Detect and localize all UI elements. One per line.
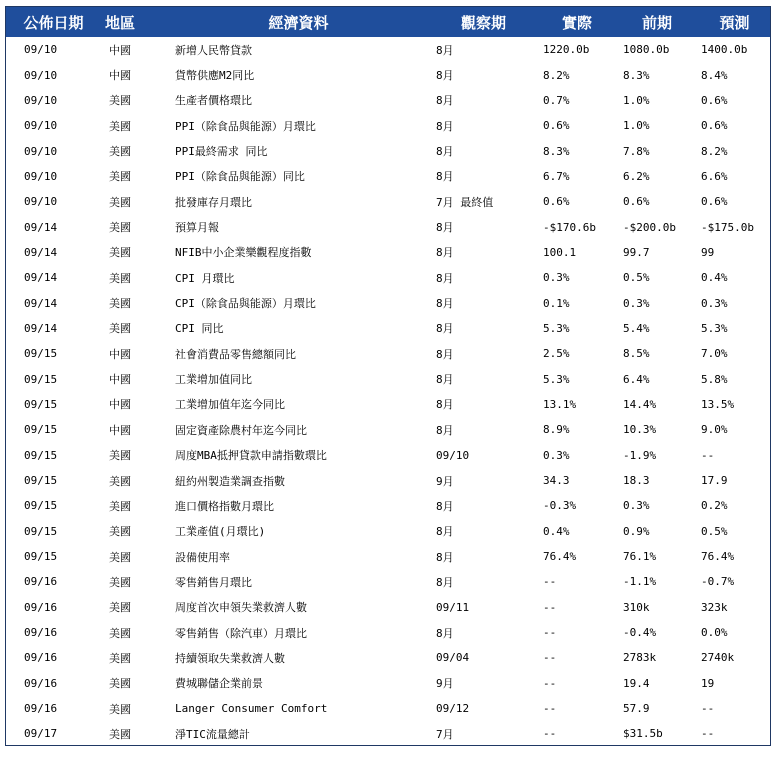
table-body <box>6 37 771 746</box>
cell-period: 09/12 <box>436 702 470 716</box>
cell-actual: 8.9% <box>543 423 570 437</box>
cell-indicator: 工業產值(月環比) <box>175 525 266 539</box>
cell-actual: -- <box>543 626 557 640</box>
cell-forecast: 19 <box>701 676 715 690</box>
table-row <box>6 544 771 569</box>
table-row <box>6 290 771 315</box>
cell-release-date: 09/15 <box>24 397 58 411</box>
cell-previous: 76.1% <box>623 550 657 564</box>
cell-actual: 8.3% <box>543 144 570 158</box>
cell-period: 8月 <box>436 119 454 133</box>
cell-actual: 0.1% <box>543 296 570 310</box>
cell-previous: 19.4 <box>623 676 650 690</box>
cell-release-date: 09/15 <box>24 524 58 538</box>
cell-actual: 2.5% <box>543 347 570 361</box>
cell-indicator: PPI（除食品與能源）月環比 <box>175 119 316 133</box>
economic-calendar-table <box>6 7 771 746</box>
cell-forecast: 8.4% <box>701 68 728 82</box>
cell-region: 美國 <box>109 499 131 513</box>
cell-actual: 0.6% <box>543 195 570 209</box>
cell-release-date: 09/15 <box>24 499 58 513</box>
table-row <box>6 341 771 366</box>
table-row <box>6 366 771 391</box>
cell-release-date: 09/16 <box>24 651 58 665</box>
cell-previous: -1.1% <box>623 575 657 589</box>
header-actual: 實際 <box>561 13 592 32</box>
table-row <box>6 392 771 417</box>
cell-region: 美國 <box>109 145 131 159</box>
cell-indicator: 周度首次申領失業救濟人數 <box>175 601 307 615</box>
cell-actual: -- <box>543 651 557 665</box>
cell-region: 中國 <box>109 69 131 83</box>
cell-previous: 10.3% <box>623 423 657 437</box>
cell-actual: 0.4% <box>543 524 570 538</box>
cell-region: 美國 <box>109 170 131 184</box>
cell-period: 8月 <box>436 575 454 589</box>
cell-period: 8月 <box>436 525 454 539</box>
table-row <box>6 113 771 138</box>
cell-region: 中國 <box>109 423 131 437</box>
cell-period: 8月 <box>436 221 454 235</box>
cell-forecast: 2740k <box>701 651 735 665</box>
cell-period: 09/10 <box>436 448 470 462</box>
cell-actual: -- <box>543 676 557 690</box>
cell-previous: 1080.0b <box>623 43 670 57</box>
cell-previous: 0.5% <box>623 271 650 285</box>
table-row <box>6 316 771 341</box>
cell-actual: 34.3 <box>543 474 570 488</box>
cell-region: 中國 <box>109 43 131 57</box>
cell-forecast: 0.0% <box>701 626 728 640</box>
cell-forecast: 1400.0b <box>701 43 748 57</box>
cell-period: 9月 <box>436 677 454 691</box>
cell-forecast: 5.3% <box>701 321 728 335</box>
cell-actual: 0.6% <box>543 119 570 133</box>
cell-period: 8月 <box>436 145 454 159</box>
cell-period: 8月 <box>436 94 454 108</box>
cell-release-date: 09/14 <box>24 271 58 285</box>
header-forecast: 預測 <box>719 13 750 32</box>
cell-release-date: 09/15 <box>24 550 58 564</box>
cell-region: 美國 <box>109 702 131 716</box>
cell-indicator: 新增人民幣貸款 <box>175 43 252 57</box>
cell-indicator: NFIB中小企業樂觀程度指數 <box>175 246 312 260</box>
cell-previous: 8.3% <box>623 68 650 82</box>
cell-region: 美國 <box>109 94 131 108</box>
table-row <box>6 189 771 214</box>
header-release-date: 公佈日期 <box>23 13 84 32</box>
cell-previous: 0.9% <box>623 524 650 538</box>
cell-release-date: 09/16 <box>24 702 58 716</box>
cell-forecast: 99 <box>701 245 715 259</box>
cell-previous: 1.0% <box>623 119 650 133</box>
cell-actual: 8.2% <box>543 68 570 82</box>
cell-previous: -0.4% <box>623 626 657 640</box>
cell-release-date: 09/15 <box>24 372 58 386</box>
cell-region: 美國 <box>109 246 131 260</box>
cell-region: 美國 <box>109 119 131 133</box>
cell-indicator: 固定資產除農村年迄今同比 <box>175 423 307 437</box>
cell-release-date: 09/17 <box>24 727 58 741</box>
cell-region: 中國 <box>109 398 131 412</box>
header-economic-data: 經濟資料 <box>268 13 329 32</box>
cell-previous: 310k <box>623 600 650 614</box>
cell-previous: 6.2% <box>623 169 650 183</box>
table-row <box>6 417 771 442</box>
table-row <box>6 569 771 594</box>
cell-previous: 6.4% <box>623 372 650 386</box>
table-row <box>6 696 771 721</box>
table-row <box>6 443 771 468</box>
cell-actual: -- <box>543 575 557 589</box>
cell-forecast: -- <box>701 702 715 716</box>
cell-forecast: 7.0% <box>701 347 728 361</box>
cell-indicator: 社會消費品零售總額同比 <box>175 347 296 361</box>
cell-period: 8月 <box>436 626 454 640</box>
cell-release-date: 09/10 <box>24 169 58 183</box>
cell-region: 美國 <box>109 297 131 311</box>
cell-forecast: 0.6% <box>701 195 728 209</box>
cell-actual: -0.3% <box>543 499 577 513</box>
cell-forecast: -- <box>701 448 715 462</box>
cell-release-date: 09/10 <box>24 144 58 158</box>
cell-forecast: 17.9 <box>701 474 728 488</box>
cell-region: 美國 <box>109 677 131 691</box>
table-row <box>6 164 771 189</box>
cell-indicator: 持續領取失業救濟人數 <box>175 651 285 665</box>
cell-previous: 18.3 <box>623 474 650 488</box>
cell-forecast: 323k <box>701 600 728 614</box>
cell-actual: 1220.0b <box>543 43 590 57</box>
cell-region: 美國 <box>109 626 131 640</box>
cell-release-date: 09/16 <box>24 676 58 690</box>
cell-region: 美國 <box>109 727 131 741</box>
cell-previous: 0.3% <box>623 499 650 513</box>
cell-forecast: -- <box>701 727 715 741</box>
cell-forecast: -$175.0b <box>701 220 754 234</box>
cell-region: 美國 <box>109 474 131 488</box>
cell-period: 09/04 <box>436 651 470 665</box>
cell-indicator: 批發庫存月環比 <box>175 195 252 209</box>
cell-actual: 100.1 <box>543 245 577 259</box>
table-row <box>6 138 771 163</box>
table-row <box>6 214 771 239</box>
cell-period: 8月 <box>436 423 454 437</box>
cell-release-date: 09/16 <box>24 600 58 614</box>
cell-forecast: 0.6% <box>701 93 728 107</box>
cell-region: 美國 <box>109 601 131 615</box>
cell-previous: 57.9 <box>623 702 650 716</box>
cell-period: 8月 <box>436 398 454 412</box>
cell-previous: -1.9% <box>623 448 657 462</box>
cell-indicator: 貨幣供應M2同比 <box>175 69 255 83</box>
cell-release-date: 09/14 <box>24 296 58 310</box>
cell-release-date: 09/10 <box>24 43 58 57</box>
cell-forecast: 0.2% <box>701 499 728 513</box>
cell-period: 8月 <box>436 499 454 513</box>
cell-region: 美國 <box>109 651 131 665</box>
cell-region: 美國 <box>109 525 131 539</box>
cell-indicator: 零售銷售（除汽車）月環比 <box>175 626 307 640</box>
cell-region: 美國 <box>109 550 131 564</box>
cell-release-date: 09/10 <box>24 93 58 107</box>
cell-indicator: 工業增加值年迄今同比 <box>175 398 285 412</box>
cell-region: 美國 <box>109 271 131 285</box>
table-row <box>6 519 771 544</box>
cell-forecast: 0.4% <box>701 271 728 285</box>
cell-release-date: 09/14 <box>24 220 58 234</box>
header-region: 地區 <box>105 13 136 32</box>
cell-period: 8月 <box>436 373 454 387</box>
table-row <box>6 62 771 87</box>
cell-previous: $31.5b <box>623 727 663 741</box>
cell-release-date: 09/10 <box>24 68 58 82</box>
table-row <box>6 88 771 113</box>
table-row <box>6 468 771 493</box>
cell-actual: 5.3% <box>543 372 570 386</box>
cell-indicator: 生產者價格環比 <box>175 94 252 108</box>
table-row <box>6 37 771 62</box>
cell-previous: -$200.0b <box>623 220 676 234</box>
cell-indicator: CPI 同比 <box>175 322 224 336</box>
cell-indicator: PPI（除食品與能源）同比 <box>175 170 305 184</box>
cell-forecast: 9.0% <box>701 423 728 437</box>
cell-period: 9月 <box>436 474 454 488</box>
cell-period: 09/11 <box>436 600 470 614</box>
cell-indicator: PPI最終需求 同比 <box>175 145 268 159</box>
cell-indicator: 設備使用率 <box>175 550 230 564</box>
cell-indicator: 零售銷售月環比 <box>175 575 252 589</box>
cell-indicator: 費城聯儲企業前景 <box>175 677 263 691</box>
cell-indicator: 進口價格指數月環比 <box>175 499 274 513</box>
cell-previous: 0.6% <box>623 195 650 209</box>
cell-indicator: Langer Consumer Comfort <box>175 702 328 716</box>
cell-forecast: 6.6% <box>701 169 728 183</box>
cell-actual: 0.3% <box>543 448 570 462</box>
cell-period: 8月 <box>436 297 454 311</box>
cell-indicator: CPI（除食品與能源）月環比 <box>175 297 316 311</box>
cell-release-date: 09/15 <box>24 423 58 437</box>
cell-actual: -- <box>543 727 557 741</box>
economic-calendar-panel <box>5 6 771 746</box>
cell-release-date: 09/15 <box>24 347 58 361</box>
header-previous: 前期 <box>641 13 672 32</box>
cell-release-date: 09/10 <box>24 195 58 209</box>
cell-release-date: 09/10 <box>24 119 58 133</box>
cell-forecast: 5.8% <box>701 372 728 386</box>
header-period: 觀察期 <box>460 13 506 32</box>
cell-actual: 6.7% <box>543 169 570 183</box>
table-row <box>6 265 771 290</box>
cell-previous: 1.0% <box>623 93 650 107</box>
cell-forecast: 0.5% <box>701 524 728 538</box>
cell-release-date: 09/14 <box>24 245 58 259</box>
cell-actual: -- <box>543 702 557 716</box>
cell-previous: 7.8% <box>623 144 650 158</box>
cell-previous: 8.5% <box>623 347 650 361</box>
cell-period: 8月 <box>436 69 454 83</box>
cell-previous: 0.3% <box>623 296 650 310</box>
cell-region: 美國 <box>109 449 131 463</box>
cell-release-date: 09/16 <box>24 575 58 589</box>
cell-indicator: 淨TIC流量總計 <box>175 727 250 741</box>
cell-period: 8月 <box>436 43 454 57</box>
table-row <box>6 620 771 645</box>
table-header-row <box>6 7 771 37</box>
cell-actual: -- <box>543 600 557 614</box>
cell-region: 美國 <box>109 221 131 235</box>
table-row <box>6 645 771 670</box>
cell-indicator: 預算月報 <box>175 221 219 235</box>
cell-period: 7月 最終值 <box>436 195 494 209</box>
cell-period: 8月 <box>436 347 454 361</box>
cell-actual: -$170.6b <box>543 220 596 234</box>
cell-actual: 13.1% <box>543 397 577 411</box>
cell-indicator: 紐約州製造業調查指數 <box>175 474 285 488</box>
cell-region: 美國 <box>109 575 131 589</box>
cell-actual: 0.7% <box>543 93 570 107</box>
cell-release-date: 09/15 <box>24 474 58 488</box>
cell-period: 8月 <box>436 322 454 336</box>
cell-region: 中國 <box>109 347 131 361</box>
cell-previous: 2783k <box>623 651 657 665</box>
cell-release-date: 09/15 <box>24 448 58 462</box>
cell-forecast: 8.2% <box>701 144 728 158</box>
table-row <box>6 240 771 265</box>
cell-previous: 5.4% <box>623 321 650 335</box>
cell-period: 8月 <box>436 550 454 564</box>
cell-actual: 0.3% <box>543 271 570 285</box>
cell-previous: 14.4% <box>623 397 657 411</box>
cell-period: 8月 <box>436 170 454 184</box>
table-row <box>6 595 771 620</box>
cell-actual: 76.4% <box>543 550 577 564</box>
cell-period: 8月 <box>436 246 454 260</box>
cell-forecast: 0.3% <box>701 296 728 310</box>
cell-forecast: 0.6% <box>701 119 728 133</box>
cell-forecast: 13.5% <box>701 397 735 411</box>
cell-previous: 99.7 <box>623 245 650 259</box>
cell-release-date: 09/14 <box>24 321 58 335</box>
cell-region: 美國 <box>109 195 131 209</box>
cell-indicator: CPI 月環比 <box>175 271 235 285</box>
cell-actual: 5.3% <box>543 321 570 335</box>
cell-release-date: 09/16 <box>24 626 58 640</box>
cell-period: 7月 <box>436 727 454 741</box>
cell-region: 美國 <box>109 322 131 336</box>
cell-forecast: 76.4% <box>701 550 735 564</box>
cell-region: 中國 <box>109 373 131 387</box>
cell-indicator: 工業增加值同比 <box>175 373 252 387</box>
cell-indicator: 周度MBA抵押貸款申請指數環比 <box>175 449 327 463</box>
table-row <box>6 721 771 746</box>
table-row <box>6 671 771 696</box>
cell-forecast: -0.7% <box>701 575 735 589</box>
table-row <box>6 493 771 518</box>
cell-period: 8月 <box>436 271 454 285</box>
